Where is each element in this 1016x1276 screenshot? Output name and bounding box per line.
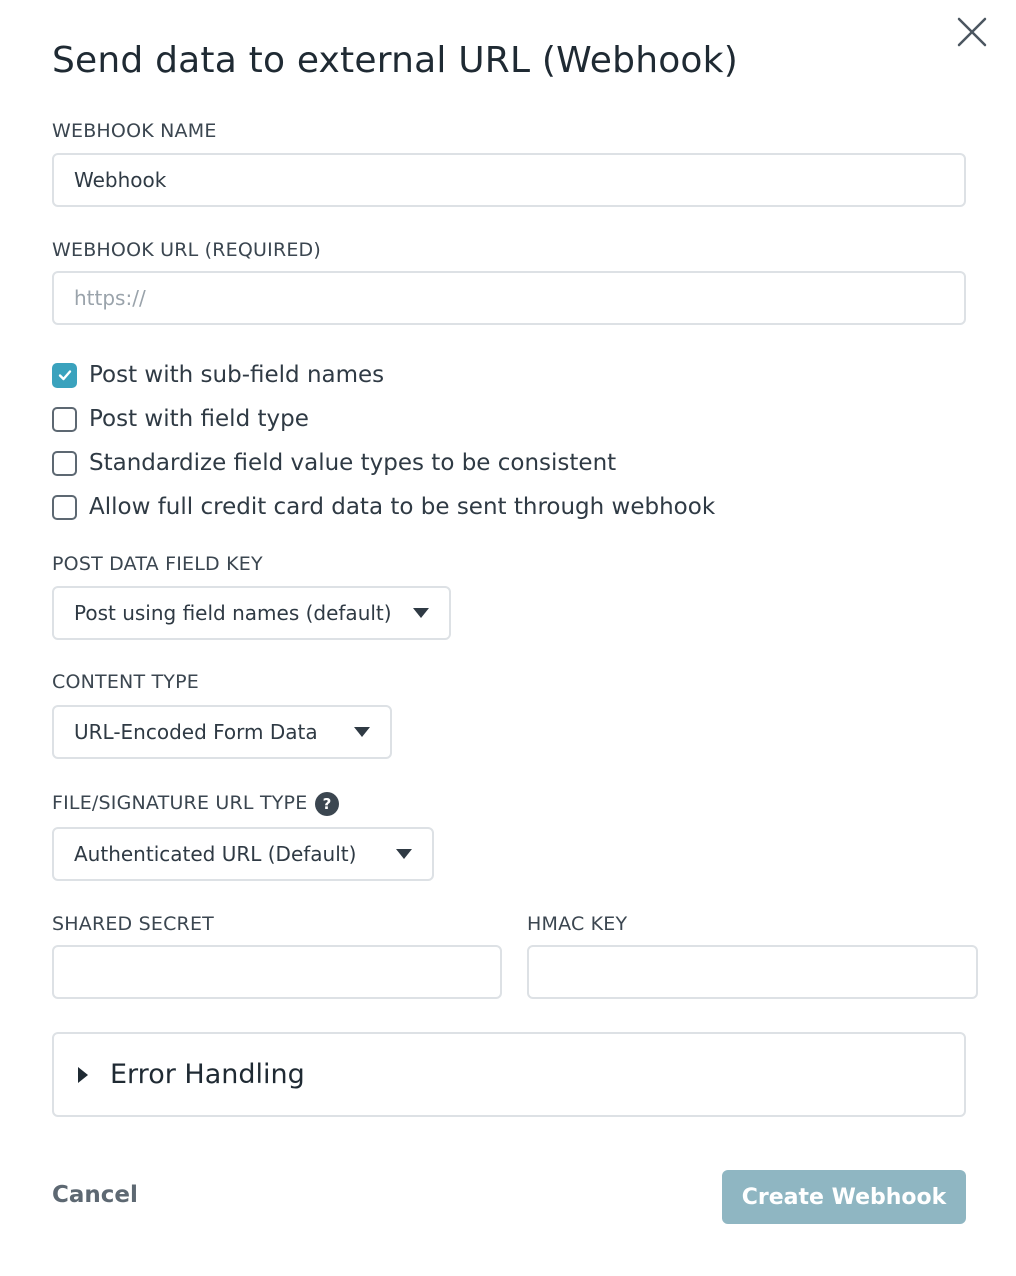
check-icon	[57, 367, 73, 383]
file-signature-url-type-label: FILE/SIGNATURE URL TYPE	[52, 792, 308, 814]
content-type-label: CONTENT TYPE	[52, 671, 199, 693]
error-handling-label: Error Handling	[110, 1059, 305, 1090]
option-post-field-type[interactable]	[52, 405, 309, 433]
select-value: URL-Encoded Form Data	[74, 720, 318, 744]
webhook-name-label: WEBHOOK NAME	[52, 120, 217, 142]
content-type-select[interactable]	[52, 705, 392, 759]
create-webhook-button[interactable]: Create Webhook	[722, 1170, 966, 1224]
shared-secret-label: SHARED SECRET	[52, 913, 214, 935]
option-label: Post with field type	[89, 406, 309, 432]
error-handling-accordion[interactable]	[52, 1032, 966, 1117]
file-signature-url-type-select[interactable]	[52, 827, 434, 881]
option-standardize-value-types[interactable]	[52, 449, 616, 477]
cancel-button[interactable]: Cancel	[52, 1182, 138, 1208]
option-allow-credit-card-data[interactable]	[52, 493, 715, 521]
option-label: Post with sub-field names	[89, 362, 385, 388]
hmac-key-label: HMAC KEY	[527, 913, 628, 935]
checkbox-unchecked[interactable]	[52, 407, 77, 432]
shared-secret-input[interactable]	[52, 945, 502, 999]
select-value: Authenticated URL (Default)	[74, 842, 357, 866]
post-data-field-key-select[interactable]	[52, 586, 451, 640]
close-button[interactable]	[952, 12, 992, 52]
option-label: Standardize field value types to be consistent	[89, 450, 617, 476]
webhook-url-input[interactable]	[52, 271, 966, 325]
webhook-name-input[interactable]	[52, 153, 966, 207]
checkbox-checked[interactable]	[52, 363, 77, 388]
select-value: Post using field names (default)	[74, 601, 392, 625]
webhook-url-label: WEBHOOK URL (REQUIRED)	[52, 239, 321, 261]
chevron-down-icon	[396, 849, 412, 859]
chevron-down-icon	[354, 727, 370, 737]
caret-right-icon	[78, 1067, 88, 1083]
checkbox-unchecked[interactable]	[52, 495, 77, 520]
modal-title: Send data to external URL (Webhook)	[52, 40, 738, 81]
close-icon	[957, 17, 987, 47]
post-data-field-key-label: POST DATA FIELD KEY	[52, 553, 263, 575]
hmac-key-input[interactable]	[527, 945, 978, 999]
checkbox-unchecked[interactable]	[52, 451, 77, 476]
option-label: Allow full credit card data to be sent through webhook	[89, 494, 716, 520]
chevron-down-icon	[413, 608, 429, 618]
option-post-sub-field-names[interactable]	[52, 361, 384, 389]
help-icon[interactable]: ?	[315, 792, 339, 816]
